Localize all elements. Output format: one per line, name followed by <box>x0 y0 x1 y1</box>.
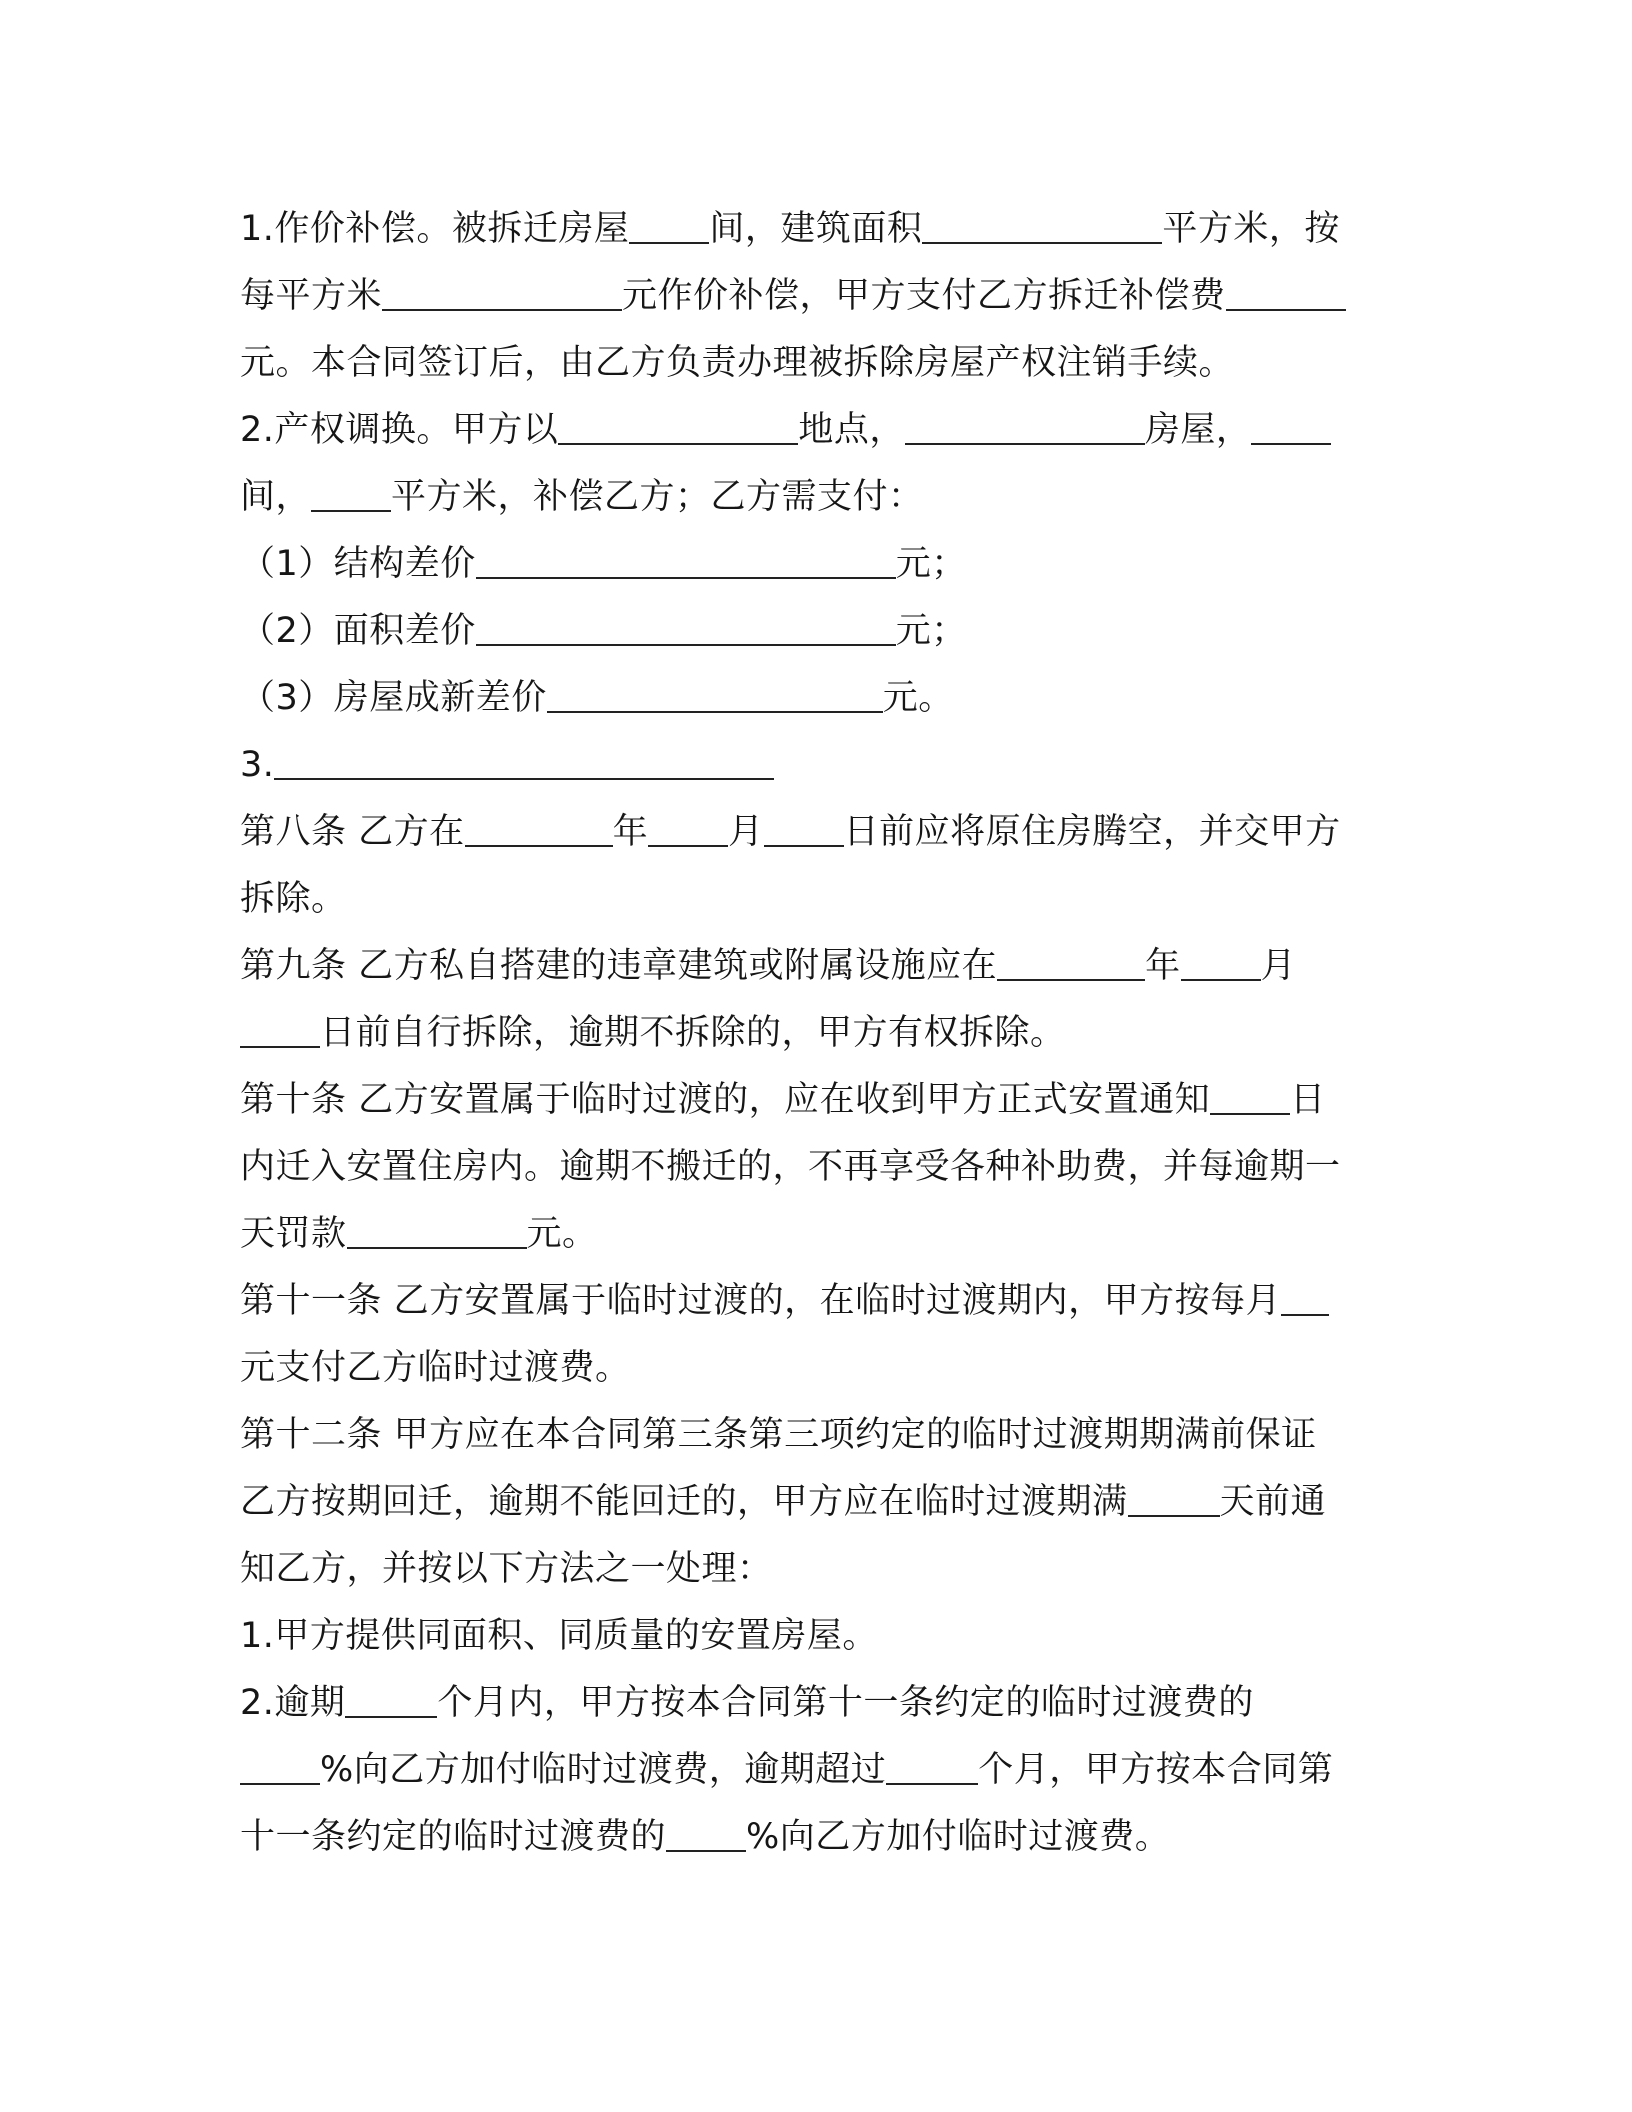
structure-difference-line <box>240 531 1400 598</box>
newness-difference-line <box>240 665 1400 732</box>
text: 2.逾期 <box>240 1683 346 1723</box>
text: 第九条 乙方私自搭建的违章建筑或附属设施应在 <box>240 946 998 986</box>
item-3-blank[interactable] <box>274 746 774 780</box>
text: 个月内，甲方按本合同第十一条约定的临时过渡费的 <box>437 1683 1254 1723</box>
text: 2.产权调换。甲方以 <box>240 410 559 450</box>
location-blank[interactable] <box>558 411 798 445</box>
text: 元支付乙方临时过渡费。 <box>240 1348 631 1388</box>
text: 间， <box>240 477 312 517</box>
text: 年 <box>1145 946 1181 986</box>
text: 日 <box>1290 1080 1326 1120</box>
area-difference-line <box>240 598 1400 665</box>
text: 元。 <box>882 678 954 718</box>
rooms-blank[interactable] <box>629 210 709 244</box>
text: 知乙方，并按以下方法之一处理： <box>240 1549 773 1589</box>
monthly-fee-blank[interactable] <box>1281 1282 1329 1316</box>
year-blank[interactable] <box>465 813 613 847</box>
text: 第十二条 甲方应在本合同第三条第三项约定的临时过渡期期满前保证 <box>240 1415 1317 1455</box>
text: 月 <box>728 812 764 852</box>
compensation-amount-blank[interactable] <box>1226 277 1346 311</box>
structure-difference-blank[interactable] <box>476 545 896 579</box>
rooms-blank[interactable] <box>1251 411 1331 445</box>
text: 元作价补偿，甲方支付乙方拆迁补偿费 <box>622 276 1226 316</box>
contract-body <box>240 196 1400 1871</box>
notice-days-blank[interactable] <box>1128 1483 1220 1517</box>
text: 月 <box>1260 946 1297 986</box>
area-difference-blank[interactable] <box>476 612 896 646</box>
text: 日前应将原住房腾空，并交甲方 <box>843 812 1341 852</box>
area-blank[interactable] <box>311 478 391 512</box>
text: 十一条约定的临时过渡费的 <box>240 1817 667 1857</box>
house-blank[interactable] <box>905 411 1145 445</box>
clause-12 <box>240 1402 1400 1603</box>
text: 元； <box>895 611 967 651</box>
text: 平方米，按 <box>1162 209 1340 249</box>
text: 房屋， <box>1144 410 1252 450</box>
clause-12-item-2 <box>240 1670 1400 1871</box>
clause-11 <box>240 1268 1400 1402</box>
text: 元。 <box>526 1214 598 1254</box>
unit-price-blank[interactable] <box>382 277 622 311</box>
area-blank[interactable] <box>922 210 1162 244</box>
text: 每平方米 <box>240 276 383 316</box>
newness-difference-blank[interactable] <box>547 679 883 713</box>
clause-9 <box>240 933 1400 1067</box>
clause-10 <box>240 1067 1400 1268</box>
months-exceed-blank[interactable] <box>886 1751 978 1785</box>
penalty-blank[interactable] <box>347 1215 527 1249</box>
months-blank[interactable] <box>345 1684 437 1718</box>
month-blank[interactable] <box>648 813 728 847</box>
text: 平方米，补偿乙方；乙方需支付： <box>391 477 924 517</box>
text: 元； <box>895 544 967 584</box>
day-blank[interactable] <box>240 1014 320 1048</box>
compensation-item-1 <box>240 196 1400 397</box>
compensation-item-3 <box>240 732 1400 799</box>
day-blank[interactable] <box>764 813 844 847</box>
text: （2）面积差价 <box>240 611 476 651</box>
text: 3. <box>240 745 275 785</box>
text: 元。本合同签订后，由乙方负责办理被拆除房屋产权注销手续。 <box>240 343 1235 383</box>
percent-blank[interactable] <box>240 1751 320 1785</box>
month-blank[interactable] <box>1181 947 1261 981</box>
text: 第十一条 乙方安置属于临时过渡的，在临时过渡期内，甲方按每月 <box>240 1281 1282 1321</box>
compensation-item-2 <box>240 397 1400 531</box>
text: 天罚款 <box>240 1214 347 1254</box>
text: 间，建筑面积 <box>709 209 923 249</box>
text: 1.甲方提供同面积、同质量的安置房屋。 <box>240 1616 878 1656</box>
text: 1.作价补偿。被拆迁房屋 <box>240 209 630 249</box>
text: （1）结构差价 <box>240 544 476 584</box>
text: 乙方按期回迁，逾期不能回迁的，甲方应在临时过渡期满 <box>240 1482 1128 1522</box>
text: 个月，甲方按本合同第 <box>978 1750 1334 1790</box>
clause-12-item-1 <box>240 1603 1400 1670</box>
year-blank[interactable] <box>997 947 1145 981</box>
text: 年 <box>612 812 649 852</box>
text: （3）房屋成新差价 <box>240 678 547 718</box>
text: 地点， <box>798 410 905 450</box>
percent-blank[interactable] <box>666 1818 746 1852</box>
text: 日前自行拆除，逾期不拆除的，甲方有权拆除。 <box>320 1013 1066 1053</box>
clause-8 <box>240 799 1400 933</box>
text: 天前通 <box>1219 1482 1327 1522</box>
text: 第十条 乙方安置属于临时过渡的，应在收到甲方正式安置通知 <box>240 1080 1211 1120</box>
text: %向乙方加付临时过渡费。 <box>746 1817 1171 1857</box>
days-blank[interactable] <box>1210 1081 1290 1115</box>
text: 第八条 乙方在 <box>240 812 465 852</box>
text: 拆除。 <box>240 879 347 919</box>
text: 内迁入安置住房内。逾期不搬迁的，不再享受各种补助费，并每逾期一 <box>240 1147 1341 1187</box>
text: %向乙方加付临时过渡费，逾期超过 <box>320 1750 887 1790</box>
